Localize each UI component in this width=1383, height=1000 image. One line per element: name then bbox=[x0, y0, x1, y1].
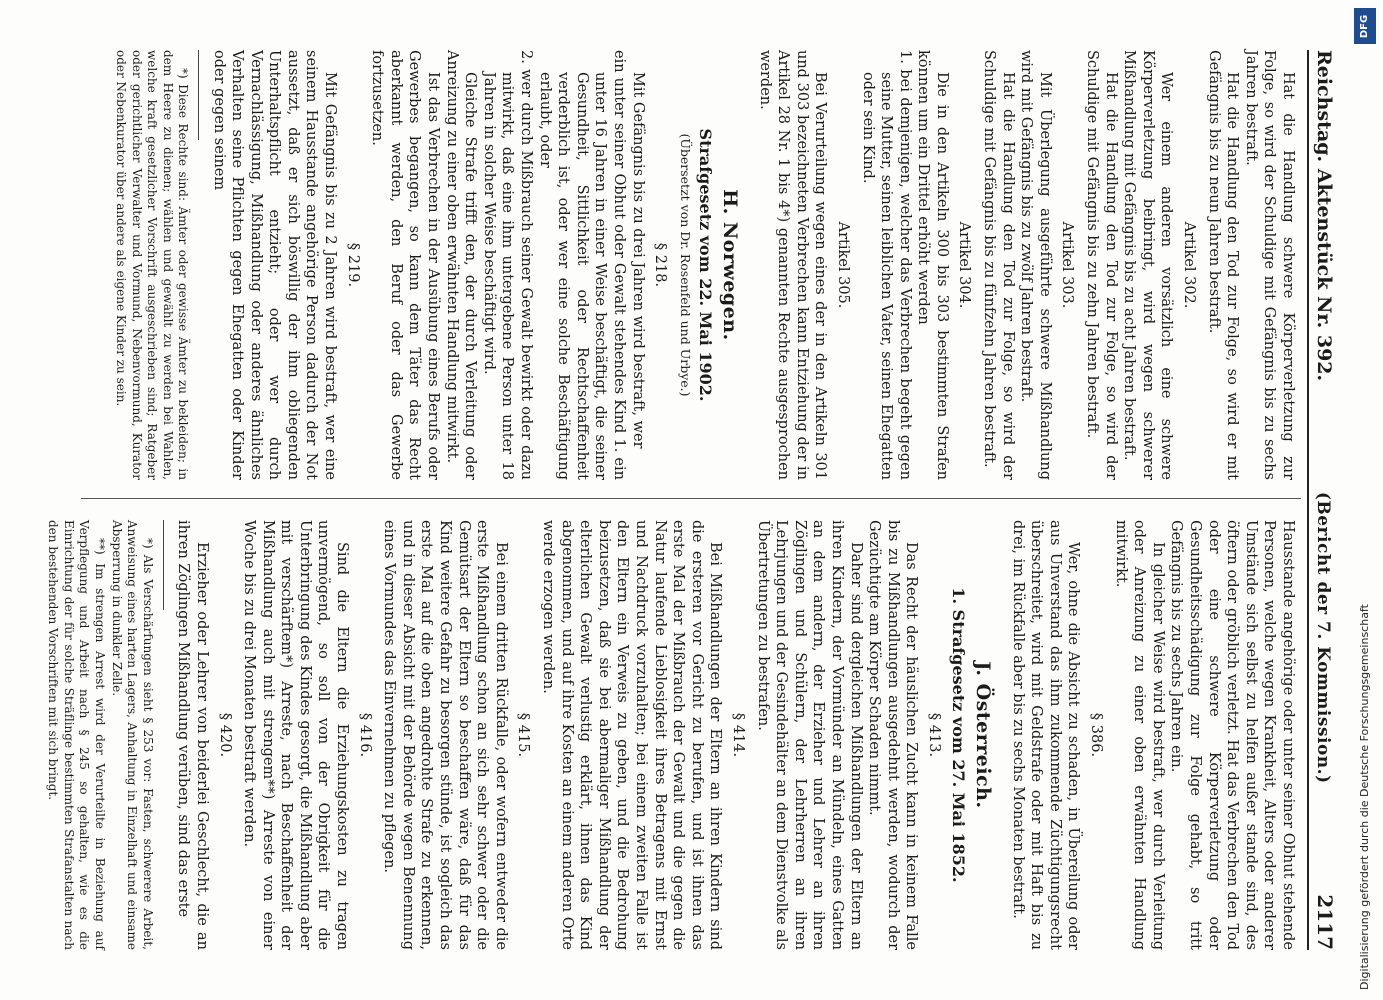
header-left: Reichstag. Aktenstück Nr. 392. bbox=[1313, 50, 1335, 382]
section-number: § 420. bbox=[216, 712, 233, 758]
section-number: § 416. bbox=[356, 712, 373, 758]
paragraph: Hat die Handlung den Tod zur Folge, so wird er mit Gefängnis bis zu neun Jahren bestraft. bbox=[1205, 50, 1241, 480]
digitization-credit: Digitalisierung gefördert durch die Deutsche Forschungsgemeinschaft bbox=[1358, 604, 1371, 990]
paragraph: Hausstande angehörige oder unter seiner Obhut stehende Personen, welche wegen Krankheit, Alters oder anderer Umstände sich selbst zu helfen außer stande sind, des öftern oder gröblich verletzt. Hat das Verbrechen den Tod oder eine schwere Körperverletzung oder Gesundheitsschädigung zur Folge gehabt, so tritt Gefängnis bis zu sechs Jahren ein. bbox=[1168, 520, 1296, 950]
page-header bbox=[1307, 50, 1341, 950]
section-heading: H. Norwegen. bbox=[718, 189, 741, 341]
article-heading: Artikel 305. bbox=[834, 221, 851, 309]
paragraph: Mit Gefängnis bis zu 2 Jahren wird bestraft, wer eine seinem Hausstande angehörige Person dadurch der Not aussetzt, daß er sich böswillig der ihm obliegenden Unterhaltspflicht entzieht; oder wer durch Vernachlässigung, Mißhandlung oder anderes ähnliches Verhalten seine Pflichten gegen Ehegatten oder Kinder oder gegen seinem bbox=[210, 50, 339, 480]
footnote: **) Im strengen Arrest wird der Verurteilte in Beziehung auf Verpflegung und Arbeit nach § 245 so gehalten, wie es die Einrichtung der für solche Sträflinge bestimmten Strafanstalten nach den bestehenden Vorschriften mit sich bringt. bbox=[46, 520, 107, 950]
paragraph: In gleicher Weise wird bestraft, wer durch Verleitung oder Anreizung zu einer oben erwähnten Handlung mitwirkt. bbox=[1112, 520, 1166, 950]
list-item: 1. bei demjenigen, welcher das Verbrechen begeht gegen seine Mutter, seinen leiblichen Vater, seinen Ehegatten oder sein Kind. bbox=[859, 50, 913, 480]
footnote-rule bbox=[198, 50, 199, 140]
footnote: *) Als Verschärfungen sieht § 253 vor: Fasten, schwerere Arbeit, Anweisung eines harten Lagers, Anhaltung in Einzelhaft und einsame Absperrung in dunkler Zelle. bbox=[109, 520, 155, 950]
section-heading: J. Österreich. bbox=[972, 661, 995, 809]
translator-note: (Übersetzt von Dr. Rosenfeld und Urbye.) bbox=[677, 133, 693, 397]
section-number: § 414. bbox=[729, 712, 746, 758]
paragraph: Daher sind dergleichen Mißhandlungen der Eltern an ihren Kindern, der Vormünder an Mündeln, eines Gatten an dem andern, der Erzieher und Lehrer an ihren Zöglingen und Schülern, der Lehrherren an ihren Lehrjungen und der Gesindehälter an dem Dienstvolke als Übertretungen zu bestrafen. bbox=[754, 520, 864, 950]
article-heading: Artikel 302. bbox=[1181, 221, 1198, 309]
paragraph: Mit Überlegung ausgeführte schwere Mißhandlung wird mit Gefängnis bis zu zwölf Jahren bestraft. bbox=[1018, 50, 1053, 480]
list-item: 2. wer durch Mißbrauch seiner Gewalt bewirkt oder dazu mitwirkt, daß eine ihm untergebene Person unter 18 Jahren in solcher Weise beschäftigt wird. bbox=[480, 50, 535, 480]
dfg-logo-text: DFG bbox=[1359, 14, 1371, 38]
paragraph: Das Recht der häuslichen Zucht kann in keinem Falle bis zu Mißhandlungen ausgedehnt werden, wodurch der Gezüchtigte am Körper Schaden nimmt. bbox=[866, 520, 920, 950]
section-number: § 386. bbox=[1088, 712, 1105, 758]
column-divider bbox=[81, 498, 1301, 499]
list-item-text: 1. ein unter 16 Jahren in einer Weise beschäftigt, die seiner Gesundheit, Sittlichkeit oder Rechtschaffenheit verderblich ist, oder wer eine solche Beschäftigung erlaubt, oder bbox=[536, 72, 627, 480]
paragraph: Sind die Eltern die Erziehungskosten zu tragen unvermögend, so soll von der Obrigkeit für die Unterbringung des Kindes gesorgt, die Mißhandlung aber mit verschärftem*) Arreste, nach Beschaffenheit der Mißhandlung auch mit strengem**) Arreste von einer Woche bis zu drei Monaten bestraft werden. bbox=[241, 520, 351, 950]
footnote: *) Diese Rechte sind: Ämter oder gewisse Ämter zu bekleiden; in dem Heere zu dienen; wählen und gewählt zu werden bei Wahlen, welche kraft gesetzlicher Vorschrift ausgeschrieben sind; Ratgeber oder gerichtlicher Verwalter und Vormund, Nebenvormund, Kurator oder Nebenkurator über andere als eigene Kinder zu sein. bbox=[114, 50, 190, 480]
left-column bbox=[57, 50, 1297, 480]
list-item-lead: ein unter seiner Obhut oder Gewalt stehendes Kind bbox=[611, 50, 627, 434]
section-number: § 415. bbox=[515, 712, 532, 758]
paragraph: Wer, ohne die Absicht zu schaden, in Übereilung oder aus Unverstand das ihm zukommende Züchtigungsrecht überschreitet, wird mit Geldstrafe oder mit Haft bis zu drei, im Rückfalle aber bis zu sechs Monaten bestraft. bbox=[1009, 520, 1082, 950]
page-number: 2117 bbox=[1313, 894, 1337, 950]
article-heading: Artikel 304. bbox=[956, 221, 973, 309]
paragraph: Mit Gefängnis bis zu drei Jahren wird bestraft, wer bbox=[629, 72, 646, 449]
section-number: § 219. bbox=[344, 242, 361, 288]
list-item bbox=[535, 50, 628, 480]
paragraph: Hat die Handlung den Tod zur Folge, so wird der Schuldige mit Gefängnis bis zu zehn Jahren bestraft. bbox=[1084, 50, 1119, 480]
section-number: § 218. bbox=[652, 242, 669, 288]
footnote-rule bbox=[163, 520, 164, 610]
paragraph: Bei Verurteilung wegen eines der in den Artikeln 301 und 303 bezeichneten Verbrechen kann Entziehung der in Artikel 28 Nr. 1 bis 4*) genannten Rechte ausgesprochen werden. bbox=[756, 50, 829, 480]
article-heading: Artikel 303. bbox=[1059, 221, 1076, 309]
section-number: § 413. bbox=[925, 712, 942, 758]
law-title: 1. Strafgesetz vom 27. Mai 1852. bbox=[949, 587, 969, 883]
paragraph: Hat die Handlung den Tod zur Folge, so wird der Schuldige mit Gefängnis bis zu fünfzehn Jahren bestraft. bbox=[981, 50, 1016, 480]
paragraph: Erzieher oder Lehrer von beiderlei Geschlecht, die an ihren Zöglingen Mißhandlung verüben, sind das erste bbox=[175, 520, 210, 950]
paragraph: Gleiche Strafe trifft den, der durch Verleitung oder Anreizung zu einer oben erwähnten Handlung mitwirkt. bbox=[443, 50, 479, 480]
paragraph: Bei einem dritten Rückfalle, oder wofern entweder die erste Mißhandlung schon an sich sehr schwer oder die Gemütsart der Eltern so beschaffen wäre, daß für das Kind weitere Gefahr zu besorgen stünde, ist sogleich das erste Mal auf die oben angedrohte Strafe zu erkennen, und in dieser Absicht mit der Behörde wegen Benennung eines Vormundes das Einvernehmen zu pflegen. bbox=[381, 520, 509, 950]
paragraph: Hat die Handlung schwere Körperverletzung zur Folge, so wird der Schuldige mit Gefängnis bis zu sechs Jahren bestraft. bbox=[1242, 50, 1296, 480]
paragraph: Wer einem anderen vorsätzlich eine schwere Körperverletzung beibringt, wird wegen schwerer Mißhandlung mit Gefängnis bis zu acht Jahren bestraft. bbox=[1121, 50, 1175, 480]
header-middle: (Bericht der 7. Kommission.) bbox=[1313, 491, 1333, 784]
printed-sheet bbox=[41, 50, 1341, 950]
paragraph: Bei Mißhandlungen der Eltern an ihren Kindern sind die ersteren vor Gericht zu berufen, und ist ihnen das erste Mal der Mißbrauch der Gewalt und die gegen die Natur laufende Lieblosigkeit ihres Betragens mit Ernst und Nachdruck vorzuhalten; bei einem zweiten Falle ist den Eltern ein Verweis zu geben, und die Bedrohung beizusetzen, daß sie bei abermaliger Mißhandlung der elterlichen Gewalt verlustig erklärt, ihnen das Kind abgenommen, und auf ihre Kosten an einem anderen Orte werde erzogen werden. bbox=[540, 520, 724, 950]
paragraph: Ist das Verbrechen in der Ausübung eines Berufs oder Gewerbes begangen, so kann dem Täter das Recht aberkannt werden, den Beruf oder das Gewerbe fortzusetzen. bbox=[369, 50, 442, 480]
right-column bbox=[46, 520, 1297, 950]
paragraph: Die in den Artikeln 300 bis 303 bestimmten Strafen können um ein Drittel erhöht werden bbox=[915, 50, 950, 480]
law-title: Strafgesetz vom 22. Mai 1902. bbox=[696, 128, 716, 402]
